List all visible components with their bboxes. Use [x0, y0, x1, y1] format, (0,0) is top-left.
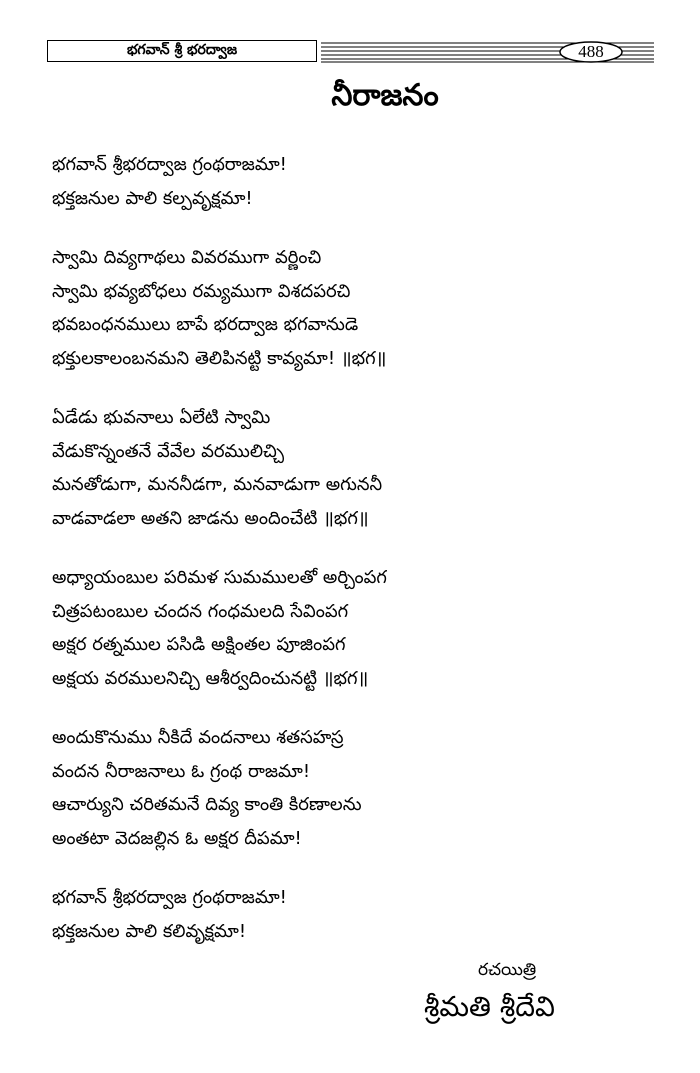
- poem-line: మనతోడుగా, మననీడగా, మనవాడుగా అగుననీ: [52, 474, 383, 495]
- poem-title: నీరాజనం: [331, 78, 439, 113]
- poem-line: భక్తజనుల పాలి కలివృక్షమా!: [52, 920, 247, 942]
- poem-line: స్వామి దివ్యగాథలు వివరముగా వర్ణించి: [52, 247, 322, 268]
- poem-line: స్వామి భవ్యబోధలు రమ్యముగా విశదపరచి: [52, 280, 351, 302]
- poem-line: వాడవాడలా అతని జాడను అందించేటి ॥భగ॥: [52, 507, 369, 529]
- poem-line: ఏడేడు భువనాలు ఏలేటి స్వామి: [52, 407, 271, 428]
- poem-line: అందుకొనుము నీకిదే వందనాలు శతసహస్ర: [52, 727, 344, 748]
- stanza: [52, 561, 662, 695]
- author-name: శ్రీమతి శ్రీదేవి: [424, 990, 555, 1023]
- stanza: [52, 148, 662, 215]
- poem-line: భగవాన్ శ్రీభరద్వాజ గ్రంథరాజమా!: [52, 154, 287, 175]
- poem-line: అక్షయ వరములనిచ్చి ఆశీర్వదించునట్టి ॥భగ॥: [52, 667, 369, 689]
- poem-line: భవబంధనములు బాపే భరద్వాజ భగవానుడె: [52, 314, 359, 335]
- poem-line: అధ్యాయంబుల పరిమళ సుమములతో అర్చింపగ: [52, 567, 387, 588]
- poem-line: భగవాన్ శ్రీభరద్వాజ గ్రంథరాజమా!: [52, 887, 287, 908]
- author-label: రచయిత్రి: [478, 960, 537, 980]
- page-number: 488: [578, 42, 604, 61]
- poem-body: [52, 148, 662, 974]
- poem-line: వేడుకొన్నంతనే వేవేల వరములిచ్చి: [52, 440, 285, 462]
- stanza: [52, 721, 662, 855]
- poem-line: అంతటా వెదజల్లిన ఓ అక్షర దీపమా!: [52, 827, 302, 849]
- book-title: భగవాన్ శ్రీ భరద్వాజ: [126, 41, 238, 58]
- poem-line: భక్తులకాలంబనమని తెలిపినట్టి కావ్యమా! ॥భగ॥: [52, 347, 387, 369]
- stanza: [52, 401, 662, 535]
- poem-line: చిత్రపటంబుల చందన గంధమలది సేవింపగ: [52, 600, 349, 622]
- stanza: [52, 241, 662, 375]
- poem-line: ఆచార్యుని చరితమనే దివ్య కాంతి కిరణాలను: [52, 794, 362, 815]
- poem-line: వందన నీరాజనాలు ఓ గ్రంథ రాజమా!: [52, 760, 311, 782]
- running-header-title: [47, 40, 317, 62]
- stanza: [52, 881, 662, 948]
- poem-line: అక్షర రత్నముల పసిడి అక్షింతల పూజింపగ: [52, 634, 346, 655]
- poem-line: భక్తజనుల పాలి కల్పవృక్షమా!: [52, 187, 253, 209]
